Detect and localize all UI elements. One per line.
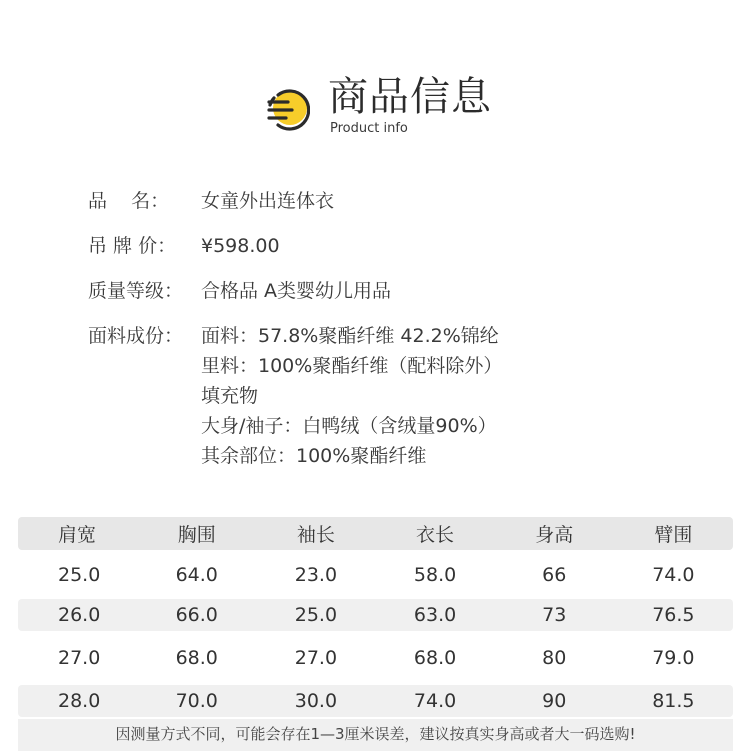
table-cell: 70.0 xyxy=(175,690,218,712)
table-cell: 66.0 xyxy=(175,604,218,626)
table-cell: 30.0 xyxy=(294,690,338,712)
grade-row xyxy=(88,276,648,306)
header-cell: 胸围 xyxy=(177,524,216,546)
table-cell: 81.5 xyxy=(652,690,695,712)
header-cell: 袖长 xyxy=(296,524,335,546)
table-header-row xyxy=(18,517,733,550)
product-info-header xyxy=(264,74,524,140)
table-cell: 80 xyxy=(542,647,567,669)
table-cell: 26.0 xyxy=(58,604,101,626)
table-cell: 23.0 xyxy=(294,564,338,586)
table-row xyxy=(18,642,733,674)
price-row xyxy=(88,231,648,261)
grade-value: 合格品 A类婴幼儿用品 xyxy=(201,280,392,302)
table-cell: 79.0 xyxy=(652,647,695,669)
table-cell: 74.0 xyxy=(652,564,695,586)
table-cell: 68.0 xyxy=(413,647,457,669)
fabric-row xyxy=(88,321,648,471)
product-name-value: 女童外出连体衣 xyxy=(201,190,335,212)
fabric-line: 里料：100%聚酯纤维（配料除外） xyxy=(201,355,503,377)
product-name-label: 品 名： xyxy=(88,190,170,212)
table-row xyxy=(18,685,733,717)
grade-label: 质量等级： xyxy=(88,280,184,302)
table-cell: 68.0 xyxy=(175,647,218,669)
table-cell: 28.0 xyxy=(58,690,101,712)
header-cell: 衣长 xyxy=(416,524,455,546)
table-cell: 58.0 xyxy=(413,564,457,586)
table-row xyxy=(18,559,733,591)
table-cell: 63.0 xyxy=(413,604,457,626)
table-cell: 74.0 xyxy=(413,690,457,712)
title-chinese: 商品信息 xyxy=(328,74,492,120)
table-cell: 27.0 xyxy=(58,647,101,669)
table-cell: 64.0 xyxy=(175,564,218,586)
table-cell: 27.0 xyxy=(294,647,338,669)
fabric-line: 其余部位：100%聚酯纤维 xyxy=(201,445,427,467)
table-cell: 25.0 xyxy=(294,604,338,626)
table-cell: 73 xyxy=(542,604,567,626)
table-cell: 90 xyxy=(542,690,567,712)
table-row xyxy=(18,599,733,631)
fabric-values xyxy=(201,321,648,471)
fabric-label: 面料成份： xyxy=(88,325,184,347)
table-cell: 25.0 xyxy=(58,564,101,586)
fabric-line: 大身/袖子：白鸭绒（含绒量90%） xyxy=(201,415,497,437)
table-cell: 76.5 xyxy=(652,604,695,626)
fabric-line: 面料：57.8%聚酯纤维 42.2%锦纶 xyxy=(201,325,499,347)
size-table xyxy=(18,517,733,717)
title-english: Product info xyxy=(330,121,408,136)
fabric-line: 填充物 xyxy=(201,385,259,407)
price-label: 吊 牌 价： xyxy=(88,235,177,257)
header-cell: 肩宽 xyxy=(58,524,97,546)
measurement-note: 因测量方式不同，可能会存在1—3厘米误差，建议按真实身高或者大一码选购! xyxy=(18,719,733,751)
header-cell: 身高 xyxy=(535,524,574,546)
document-lines-icon xyxy=(264,86,310,132)
table-cell: 66 xyxy=(542,564,567,586)
header-cell: 臂围 xyxy=(654,524,693,546)
product-attributes xyxy=(88,186,648,471)
price-value: ¥598.00 xyxy=(201,235,280,257)
product-name-row xyxy=(88,186,648,216)
